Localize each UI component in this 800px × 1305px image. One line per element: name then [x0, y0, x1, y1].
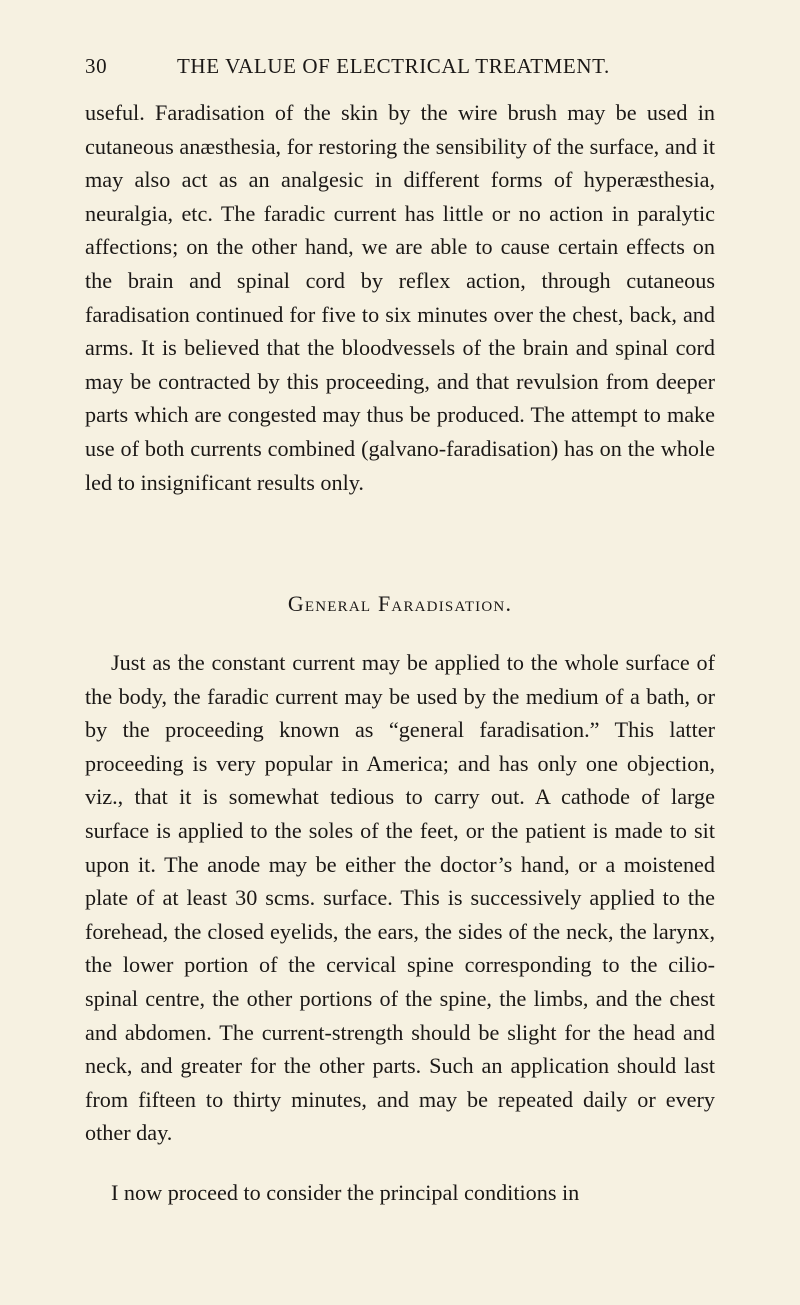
section-heading: General Faradisation.	[287, 591, 513, 616]
running-title: THE VALUE OF ELECTRICAL TREATMENT.	[177, 54, 610, 78]
page-number: 30	[85, 54, 108, 78]
paragraph-continued: useful. Faradisation of the skin by the wire brush may be used in cutaneous anæsthesia, for restoring the sensibility of the surface, and it may also act as an analgesic in different forms of hyperæsthesia, neuralgia, etc. The faradic current has little or no action in paralytic affections; on the other hand, we are able to cause certain effects on the brain and spinal cord by reflex action, through cutaneous faradisation continued for five to six minutes over the chest, back, and arms. It is believed that the bloodvessels of the brain and spinal cord may be contracted by this proceeding, and that revulsion from deeper parts which are congested may thus be produced. The attempt to make use of both currents combined (galvano-faradisation) has on the whole led to insignificant results only.	[85, 100, 715, 495]
paragraph-general-faradisation: Just as the constant current may be applied to the whole surface of the body, the faradic current may be used by the medium of a bath, or by the proceeding known as “general faradisation.” This latter proceeding is very popular in America; and has only one objection, viz., that it is somewhat tedious to carry out. A cathode of large surface is applied to the soles of the feet, or the patient is made to sit upon it. The anode may be either the doctor’s hand, or a moistened plate of at least 30 scms. surface. This is successively applied to the forehead, the closed eyelids, the ears, the sides of the neck, the larynx, the lower portion of the cervical spine corresponding to the cilio-spinal centre, the other portions of the spine, the limbs, and the chest and abdomen. The current-strength should be slight for the head and neck, and greater for the other parts. Such an application should last from fifteen to thirty minutes, and may be repeated daily or every other day.	[85, 650, 715, 1146]
running-head	[85, 54, 715, 84]
paragraph-next: I now proceed to consider the principal conditions in	[111, 1180, 580, 1205]
